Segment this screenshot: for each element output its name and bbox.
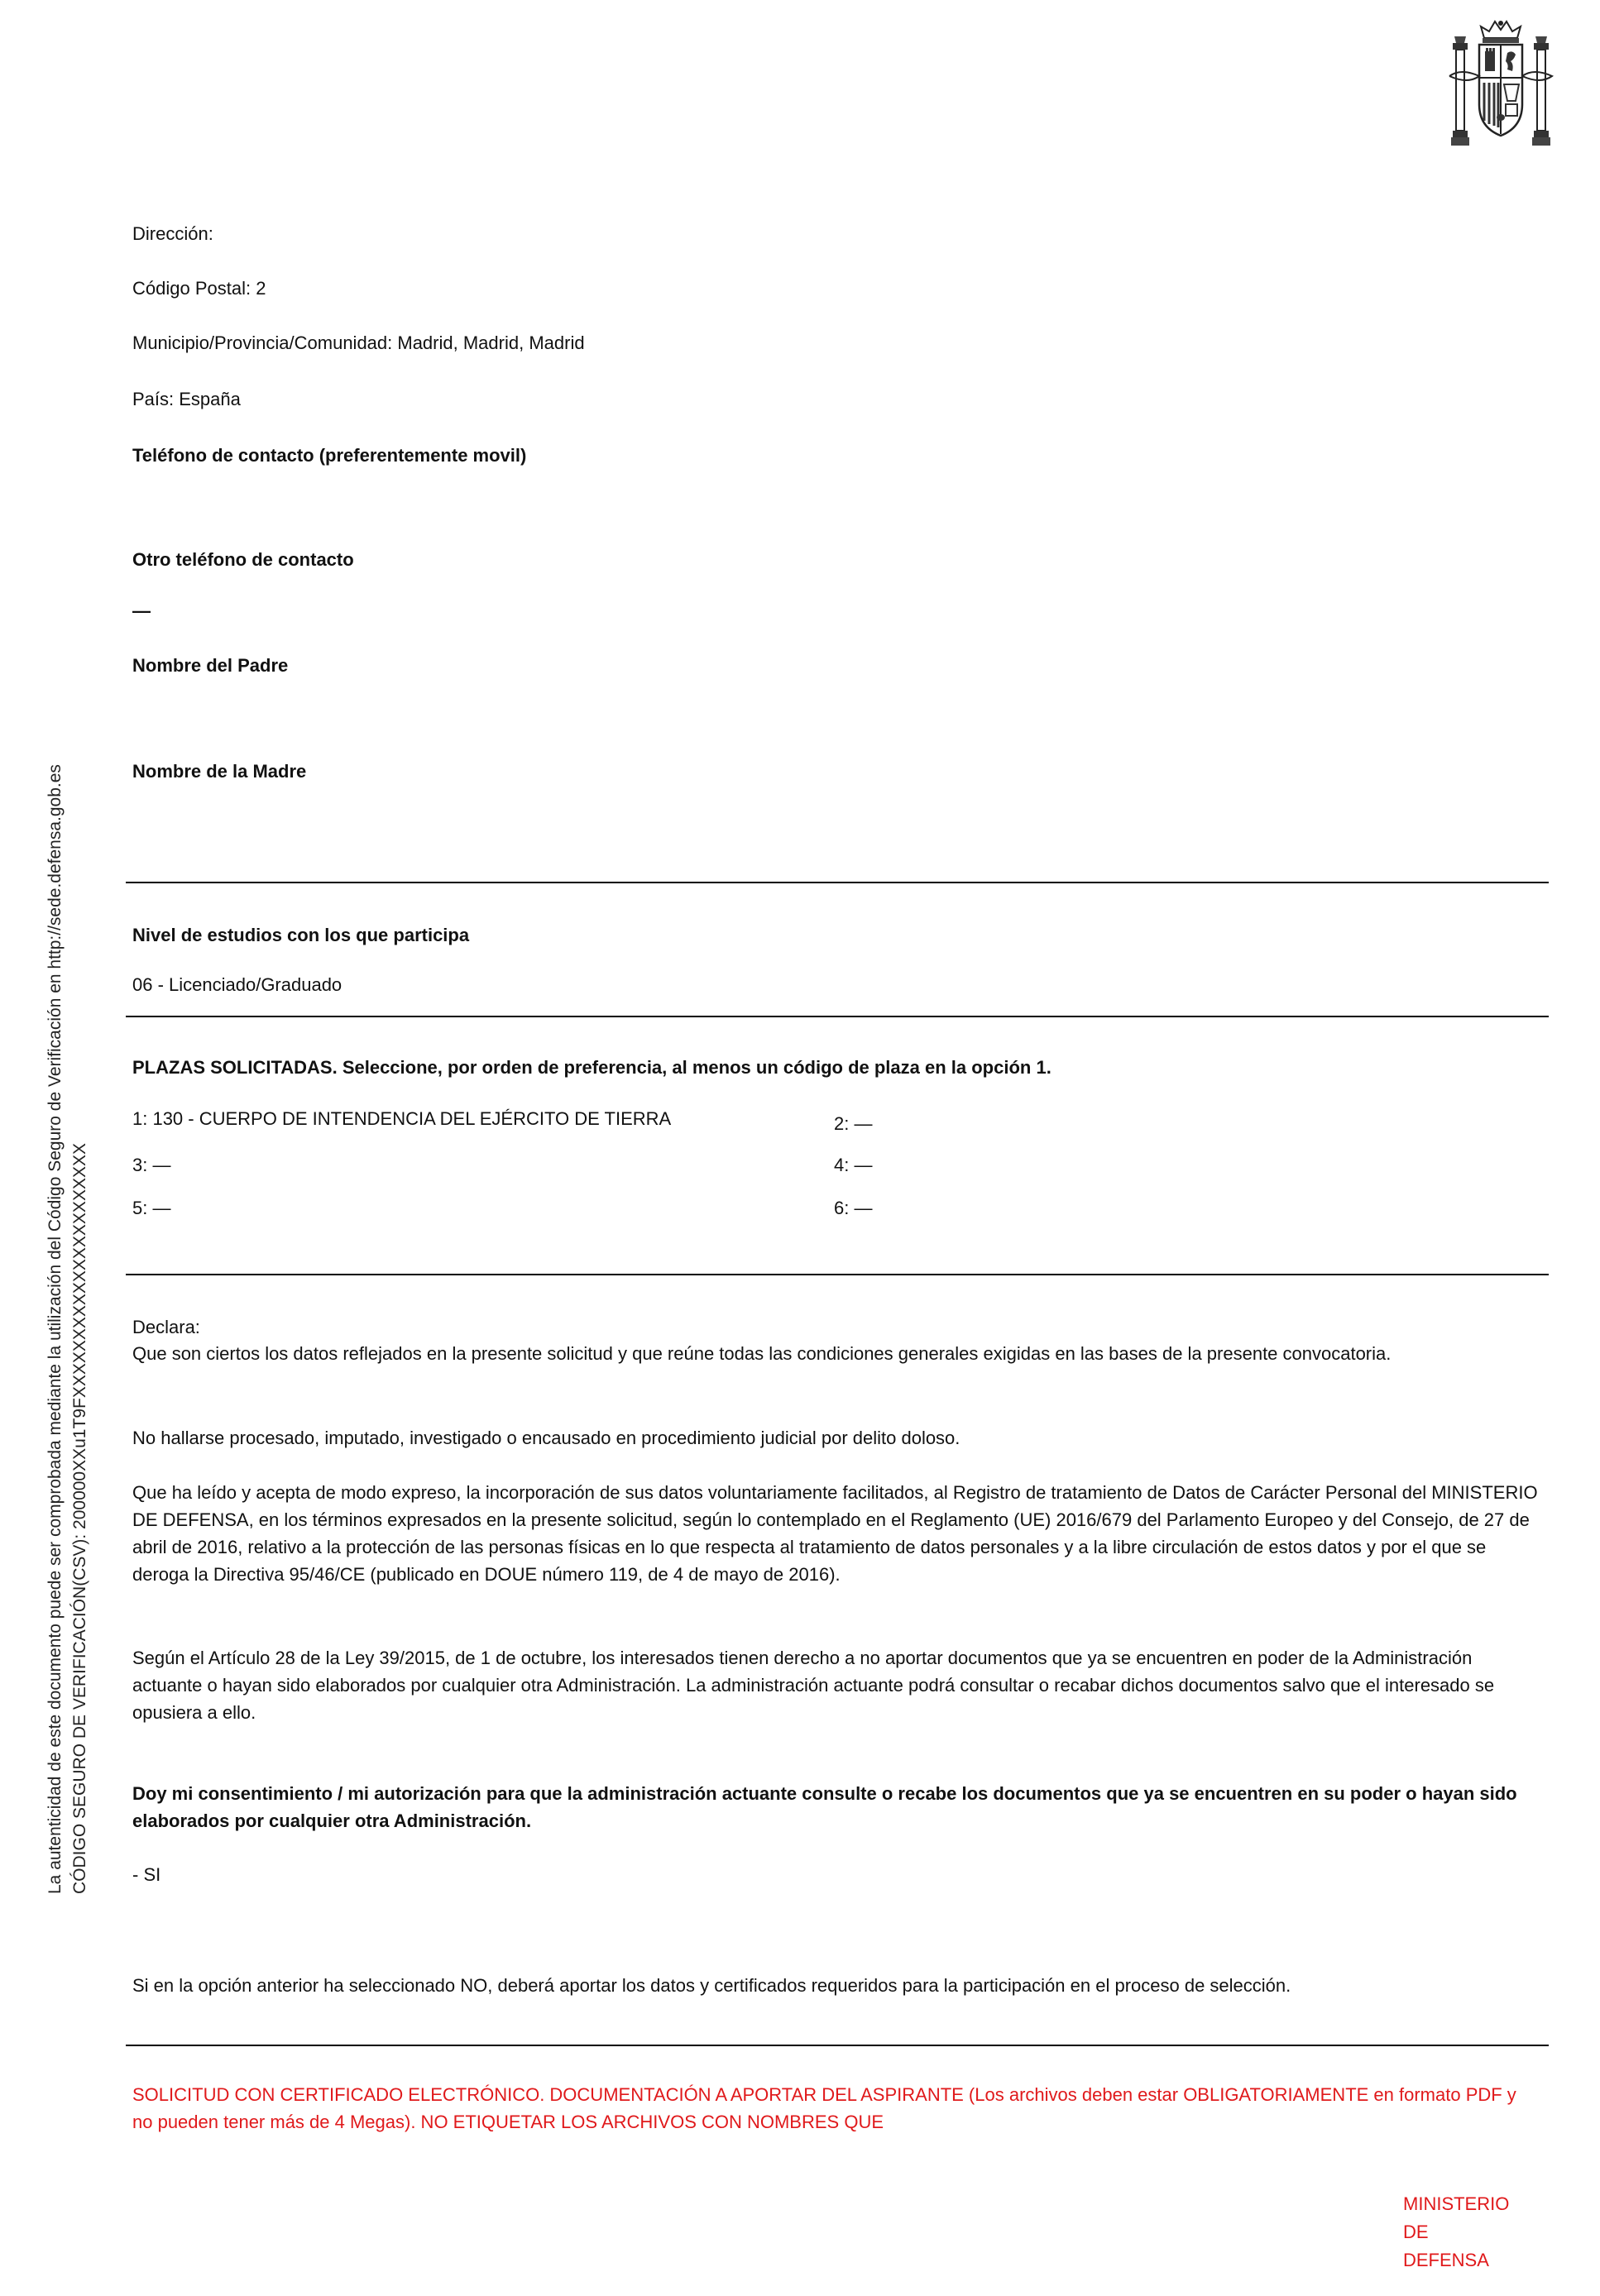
- plaza-4: 4: —: [834, 1155, 873, 1175]
- plaza-3: 3: —: [132, 1155, 171, 1175]
- padre-label: Nombre del Padre: [132, 655, 289, 676]
- footer-ministry-line-1: MINISTERIO: [1403, 2193, 1510, 2214]
- plaza-6: 6: —: [834, 1198, 873, 1218]
- documentacion-text: SOLICITUD CON CERTIFICADO ELECTRÓNICO. DOCUMENTACIÓN A APORTAR DEL ASPIRANTE (Los archivos deben estar OBLIGATORIAMENTE en formato PDF y no pueden tener más de 4 Megas). NO ETIQUETAR LOS ARCHIVOS CON NOMBRES QUE: [132, 2084, 1516, 2132]
- footer-ministry: [1403, 2190, 1509, 2274]
- consentimiento-value: - SI: [132, 1864, 161, 1885]
- telefono-label: Teléfono de contacto (preferentemente movil): [132, 445, 527, 466]
- footer-ministry-line-3: DEFENSA: [1403, 2250, 1489, 2270]
- declara-paragraph-2: No hallarse procesado, imputado, investigado o encausado en procedimiento judicial por delito doloso.: [132, 1428, 960, 1448]
- otro-telefono-label: Otro teléfono de contacto: [132, 549, 354, 570]
- declara-paragraph-4: Según el Artículo 28 de la Ley 39/2015, de 1 de octubre, los interesados tienen derecho a no aportar documentos que ya se encuentren en poder de la Administración actuante o hayan sido elaborados por cualquier otra Administración. La administración actuante podrá consultar o recabar dichos documentos salvo que el interesado se opusiera a ello.: [132, 1648, 1495, 1723]
- estudios-value: 06 - Licenciado/Graduado: [132, 974, 343, 995]
- divider: [126, 2045, 1549, 2046]
- otro-telefono-value: —: [132, 600, 151, 621]
- declara-label: Declara:: [132, 1317, 200, 1337]
- madre-label: Nombre de la Madre: [132, 761, 307, 782]
- divider: [126, 882, 1549, 883]
- side-text-line-2: CÓDIGO SEGURO DE VERIFICACIÓN(CSV): 200000XXu1T9FXXXXXXXXXXXXXXXXXXXXXX: [70, 1143, 89, 1894]
- declara-paragraph-1: Que son ciertos los datos reflejados en la presente solicitud y que reúne todas las condiciones generales exigidas en las bases de la presente convocatoria.: [132, 1343, 1392, 1364]
- side-verification-text: [43, 389, 93, 1894]
- estudios-label: Nivel de estudios con los que participa: [132, 925, 470, 945]
- footer-ministry-line-2: DE: [1403, 2222, 1429, 2242]
- direccion-label: Dirección:: [132, 223, 213, 244]
- municipio: Municipio/Provincia/Comunidad: Madrid, Madrid, Madrid: [132, 332, 585, 353]
- codigo-postal: Código Postal: 2: [132, 278, 266, 299]
- plaza-2: 2: —: [834, 1113, 873, 1134]
- declara-paragraph-3: Que ha leído y acepta de modo expreso, la incorporación de sus datos voluntariamente facilitados, al Registro de tratamiento de Datos de Carácter Personal del MINISTERIO DE DEFENSA, en los términos expresados en la presente solicitud, según lo contemplado en el Reglamento (UE) 2016/679 del Parlamento Europeo y del Consejo, de 27 de abril de 2016, relativo a la protección de las personas físicas en lo que respecta al tratamiento de datos personales y a la libre circulación de estos datos y por el que se deroga la Directiva 95/46/CE (publicado en DOUE número 119, de 4 de mayo de 2016).: [132, 1482, 1538, 1585]
- pais: País: España: [132, 389, 241, 409]
- plaza-5: 5: —: [132, 1198, 171, 1218]
- side-text-line-1: La autenticidad de este documento puede ser comprobada mediante la utilización del Código Seguro de Verificación en http://sede.defensa.gob.es: [46, 764, 65, 1894]
- divider: [126, 1274, 1549, 1275]
- consentimiento-text: Doy mi consentimiento / mi autorización para que la administración actuante consulte o recabe los documentos que ya se encuentren en su poder o hayan sido elaborados por cualquier otra Administración.: [132, 1783, 1517, 1831]
- divider: [126, 1016, 1549, 1017]
- consentimiento-note: Si en la opción anterior ha seleccionado NO, deberá aportar los datos y certificados requeridos para la participación en el proceso de selección.: [132, 1975, 1291, 1996]
- coat-of-arms-icon: [1446, 18, 1555, 151]
- plazas-heading: PLAZAS SOLICITADAS. Seleccione, por orden de preferencia, al menos un código de plaza en la opción 1.: [132, 1057, 1051, 1078]
- plaza-1: 1: 130 - CUERPO DE INTENDENCIA DEL EJÉRCITO DE TIERRA: [132, 1108, 672, 1129]
